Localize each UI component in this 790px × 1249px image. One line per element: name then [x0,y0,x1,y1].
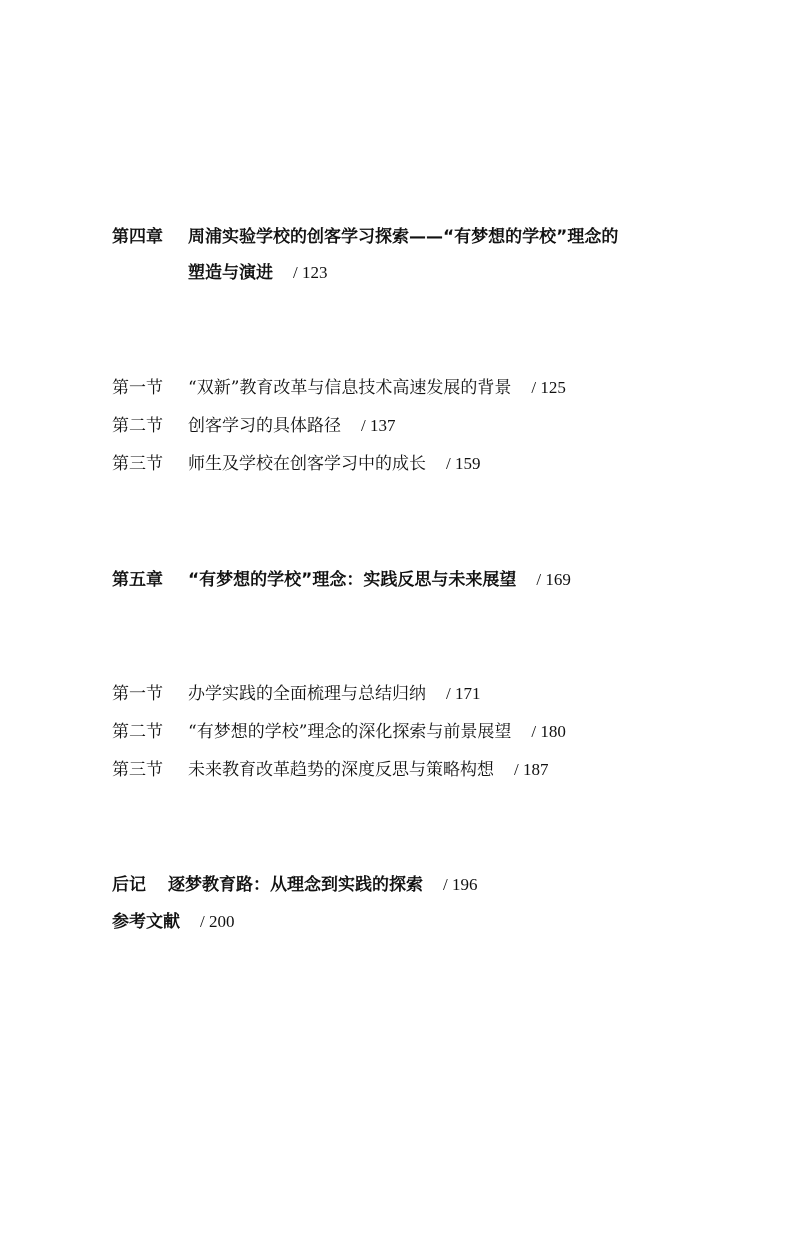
toc-section[interactable] [112,684,480,704]
section-title: “有梦想的学校”理念的深化探索与前景展望 [188,722,512,742]
chapter-label: 第五章 [112,570,163,590]
toc-chapter-5[interactable] [112,570,571,590]
section-label: 第一节 [112,684,163,704]
chapter-label: 第四章 [112,227,163,247]
page-number: / 187 [514,760,549,779]
section-label: 第三节 [112,760,163,780]
toc-chapter-4-cont[interactable] [188,263,327,283]
page-number: / 200 [200,912,235,931]
afterword-title: 逐梦教育路：从理念到实践的探索 [168,875,423,895]
section-title: 办学实践的全面梳理与总结归纳 [188,684,426,704]
toc-section[interactable] [112,416,395,436]
page-number: / 196 [443,875,478,894]
chapter-title: “有梦想的学校”理念：实践反思与未来展望 [188,570,517,590]
toc-afterword[interactable] [112,875,477,895]
page-number: / 125 [531,378,566,397]
afterword-label: 后记 [112,875,146,895]
section-label: 第一节 [112,378,163,398]
section-title: “双新”教育改革与信息技术高速发展的背景 [188,378,512,398]
toc-chapter-4[interactable] [112,227,618,247]
section-title: 创客学习的具体路径 [188,416,341,436]
section-label: 第二节 [112,722,163,742]
chapter-title-line2: 塑造与演进 [188,263,273,283]
page-number: / 137 [361,416,396,435]
toc-references[interactable] [112,912,234,932]
toc-section[interactable] [112,760,548,780]
section-label: 第二节 [112,416,163,436]
section-title: 师生及学校在创客学习中的成长 [188,454,426,474]
section-label: 第三节 [112,454,163,474]
page-number: / 123 [293,263,328,282]
page-number: / 169 [536,570,571,589]
page-number: / 159 [446,454,481,473]
page-number: / 180 [531,722,566,741]
toc-section[interactable] [112,454,480,474]
toc-section[interactable] [112,378,566,398]
references-title: 参考文献 [112,912,180,932]
section-title: 未来教育改革趋势的深度反思与策略构想 [188,760,494,780]
page-number: / 171 [446,684,481,703]
chapter-title-line1: 周浦实验学校的创客学习探索——“有梦想的学校”理念的 [188,227,619,247]
toc-section[interactable] [112,722,566,742]
